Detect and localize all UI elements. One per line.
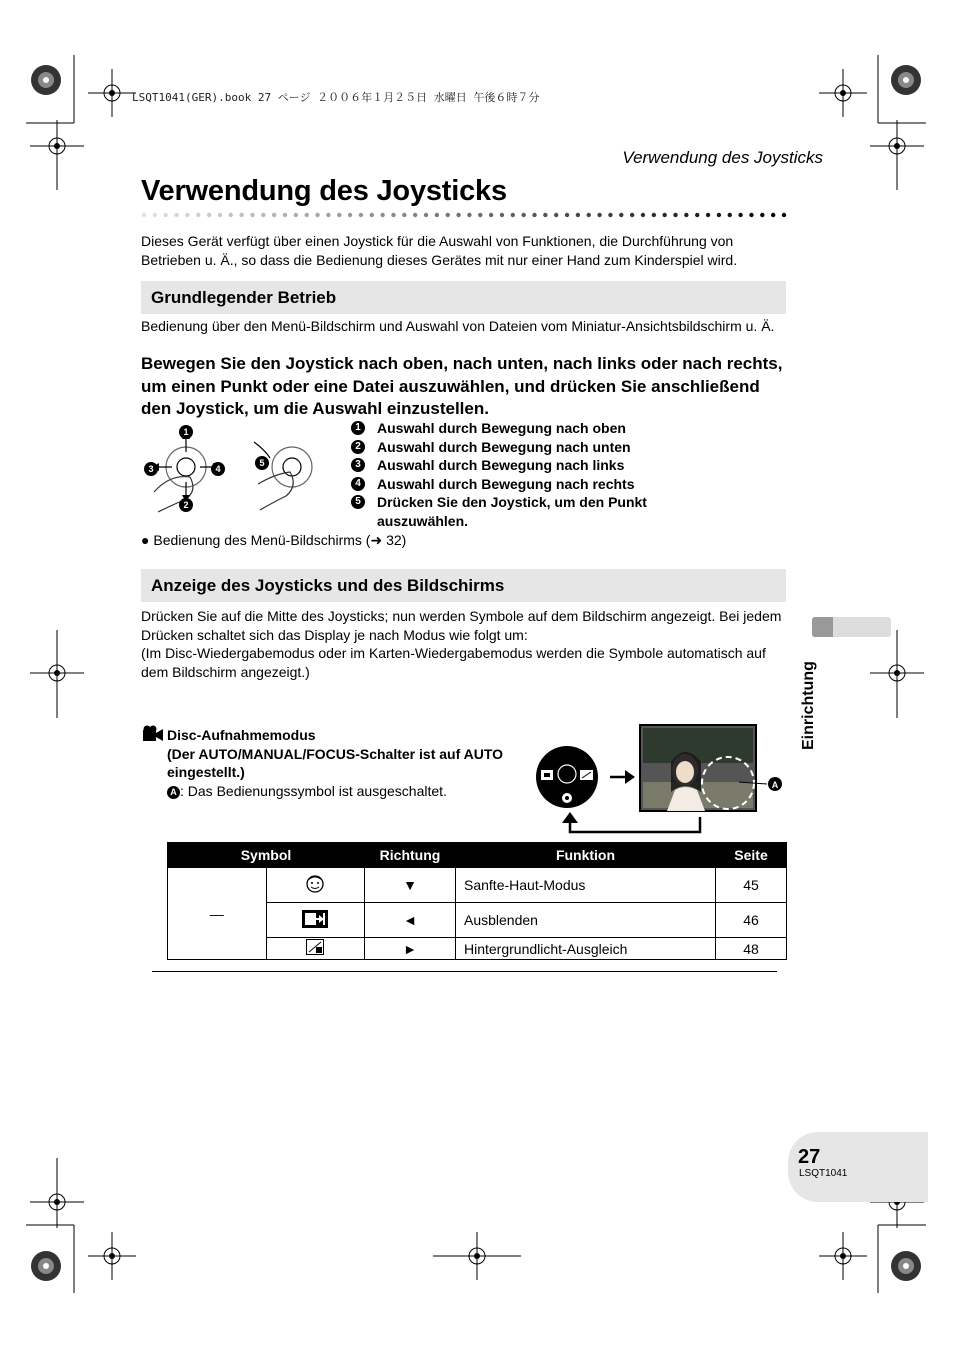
- svg-text:2: 2: [183, 500, 189, 510]
- divider-dot: [424, 213, 428, 217]
- divider-dot: [576, 213, 580, 217]
- divider-dot: [380, 213, 384, 217]
- header-page: Seite: [716, 843, 787, 868]
- page-number: 27: [798, 1146, 821, 1168]
- divider-dot: [261, 213, 265, 217]
- divider-dot: [456, 213, 460, 217]
- chapter-label: Einrichtung: [800, 661, 817, 750]
- divider-dot: [478, 213, 482, 217]
- function-cell: Sanfte-Haut-Modus: [456, 868, 716, 903]
- divider-dot: [728, 213, 732, 217]
- divider-dot: [706, 213, 710, 217]
- function-cell: Hintergrundlicht-Ausgleich: [456, 938, 716, 960]
- marker-a-icon: A: [167, 786, 180, 799]
- divider-dot: [142, 213, 146, 217]
- disc-mode-note-text: : Das Bedienungssymbol ist ausgeschaltet.: [180, 782, 447, 799]
- divider-dot: [185, 213, 189, 217]
- direction-cell: ◄: [365, 903, 456, 938]
- disc-mode-block: [167, 726, 537, 800]
- disc-mode-subtitle: (Der AUTO/MANUAL/FOCUS-Schalter ist auf AUTO eingestellt.): [167, 745, 504, 780]
- step-item: [351, 493, 681, 530]
- menu-note-text: Bedienung des Menü-Bildschirms (➜ 32): [153, 532, 407, 548]
- divider-dot: [435, 213, 439, 217]
- fade-icon: [302, 910, 328, 928]
- divider-dot: [760, 213, 764, 217]
- step-number: 1: [351, 421, 365, 435]
- divider-dot: [326, 213, 330, 217]
- divider-dot: [294, 213, 298, 217]
- divider-dot: [489, 213, 493, 217]
- bullet-icon: ●: [141, 532, 154, 548]
- steps-list: [351, 419, 681, 530]
- divider-dot: [402, 213, 406, 217]
- page-cell: 45: [716, 868, 787, 903]
- step-item: [351, 475, 681, 494]
- table-header-row: [168, 843, 787, 868]
- intro-paragraph: Dieses Gerät verfügt über einen Joystick für die Auswahl von Funktionen, die Durchführung von Betrieben u. Ä., so dass die Bedienung dieses Gerätes mit nur einer Hand zum Kinderspiel wird.: [141, 233, 738, 268]
- divider-dot: [673, 213, 677, 217]
- divider-dot: [196, 213, 200, 217]
- divider-dot: [239, 213, 243, 217]
- divider-dot: [717, 213, 721, 217]
- header-symbol: Symbol: [168, 843, 365, 868]
- divider-dot: [652, 213, 656, 217]
- page-cell: 46: [716, 903, 787, 938]
- svg-text:3: 3: [148, 464, 154, 474]
- basic-description: Bedienung über den Menü-Bildschirm und Auswahl von Dateien vom Miniatur-Ansichtsbildschirm u. Ä.: [141, 318, 775, 334]
- header-function: Funktion: [456, 843, 716, 868]
- chapter-tab-marker: [812, 617, 833, 637]
- divider-dot: [782, 213, 786, 217]
- divider-dot: [207, 213, 211, 217]
- divider-dot: [608, 213, 612, 217]
- section-heading-basic: Grundlegender Betrieb: [151, 288, 337, 307]
- display-description-1: Drücken Sie auf die Mitte des Joysticks; nun werden Symbole auf dem Bildschirm angezeigt. Bei jedem Drücken schaltet sich das Display je nach Modus wie folgt um:: [141, 608, 782, 643]
- divider-dot: [218, 213, 222, 217]
- section-heading-bar-display: [141, 569, 786, 602]
- soft-skin-icon: [305, 874, 325, 894]
- divider-dot: [359, 213, 363, 217]
- page-code: LSQT1041: [799, 1168, 848, 1179]
- divider-dot: [662, 213, 666, 217]
- joystick-illustration: [140, 422, 325, 517]
- divider-dot: [413, 213, 417, 217]
- running-head: Verwendung des Joysticks: [622, 148, 823, 167]
- divider-dot: [597, 213, 601, 217]
- table-row: [168, 868, 787, 903]
- divider-dot: [174, 213, 178, 217]
- step-item: [351, 438, 681, 457]
- marker-a-label: A: [771, 780, 779, 790]
- section-heading-bar-basic: [141, 281, 786, 314]
- step-number: 2: [351, 440, 365, 454]
- page-title: Verwendung des Joysticks: [141, 175, 507, 207]
- divider-dot: [153, 213, 157, 217]
- divider-dot: [738, 213, 742, 217]
- divider-dot: [467, 213, 471, 217]
- divider-dot: [641, 213, 645, 217]
- step-text: Auswahl durch Bewegung nach rechts: [377, 475, 635, 492]
- header-direction: Richtung: [365, 843, 456, 868]
- step-item: [351, 419, 681, 438]
- step-item: [351, 456, 681, 475]
- divider-dot: [532, 213, 536, 217]
- divider-dot: [619, 213, 623, 217]
- divider-dot: [163, 213, 167, 217]
- svg-text:4: 4: [215, 464, 221, 474]
- divider-dot: [446, 213, 450, 217]
- merged-symbol-cell: —: [168, 868, 267, 960]
- step-number: 4: [351, 477, 365, 491]
- divider-dot: [587, 213, 591, 217]
- svg-text:5: 5: [259, 458, 265, 468]
- divider-dot: [391, 213, 395, 217]
- divider-dot: [272, 213, 276, 217]
- direction-cell: ►: [365, 938, 456, 960]
- dotted-divider: [141, 211, 787, 219]
- display-description-2: (Im Disc-Wiedergabemodus oder im Karten-Wiedergabemodus werden die Symbole automatisch auf dem Bildschirm angezeigt.): [141, 645, 766, 680]
- divider-dot: [337, 213, 341, 217]
- joystick-instruction: Bewegen Sie den Joystick nach oben, nach unten, nach links oder nach rechts, um einen Punkt oder eine Datei auszuwählen, und drücken Sie anschließend den Joystick, um die Auswahl einzustellen.: [141, 354, 783, 418]
- divider-dot: [630, 213, 634, 217]
- step-number: 5: [351, 495, 365, 509]
- divider-dot: [771, 213, 775, 217]
- step-number: 3: [351, 458, 365, 472]
- divider-dot: [229, 213, 233, 217]
- divider-dot: [250, 213, 254, 217]
- chapter-label-wrapper: [800, 645, 840, 755]
- divider-dot: [348, 213, 352, 217]
- disc-mode-note: [167, 782, 537, 801]
- bottom-rule: [152, 971, 777, 972]
- divider-dot: [370, 213, 374, 217]
- print-info-line: LSQT1041(GER).book 27 ページ ２００６年１月２５日 水曜日 午後６時７分: [132, 91, 540, 104]
- divider-dot: [695, 213, 699, 217]
- divider-dot: [283, 213, 287, 217]
- step-text: Auswahl durch Bewegung nach oben: [377, 420, 626, 436]
- divider-dot: [554, 213, 558, 217]
- divider-dot: [565, 213, 569, 217]
- divider-dot: [749, 213, 753, 217]
- disc-mode-title: Disc-Aufnahmemodus: [167, 727, 316, 743]
- menu-note: [141, 531, 541, 550]
- divider-dot: [543, 213, 547, 217]
- divider-dot: [511, 213, 515, 217]
- symbols-table: [167, 842, 787, 960]
- divider-dot: [315, 213, 319, 217]
- step-text: Drücken Sie den Joystick, um den Punkt auszuwählen.: [377, 494, 647, 529]
- divider-dot: [305, 213, 309, 217]
- function-cell: Ausblenden: [456, 903, 716, 938]
- step-text: Auswahl durch Bewegung nach links: [377, 457, 625, 473]
- direction-cell: ▼: [365, 868, 456, 903]
- display-toggle-diagram: [535, 722, 785, 834]
- divider-dot: [500, 213, 504, 217]
- divider-dot: [521, 213, 525, 217]
- backlight-icon: [306, 939, 324, 955]
- camera-mode-icon: [142, 725, 164, 743]
- section-heading-display: Anzeige des Joysticks und des Bildschirms: [151, 576, 505, 595]
- svg-text:1: 1: [183, 427, 189, 437]
- page-cell: 48: [716, 938, 787, 960]
- divider-dot: [684, 213, 688, 217]
- step-text: Auswahl durch Bewegung nach unten: [377, 438, 631, 455]
